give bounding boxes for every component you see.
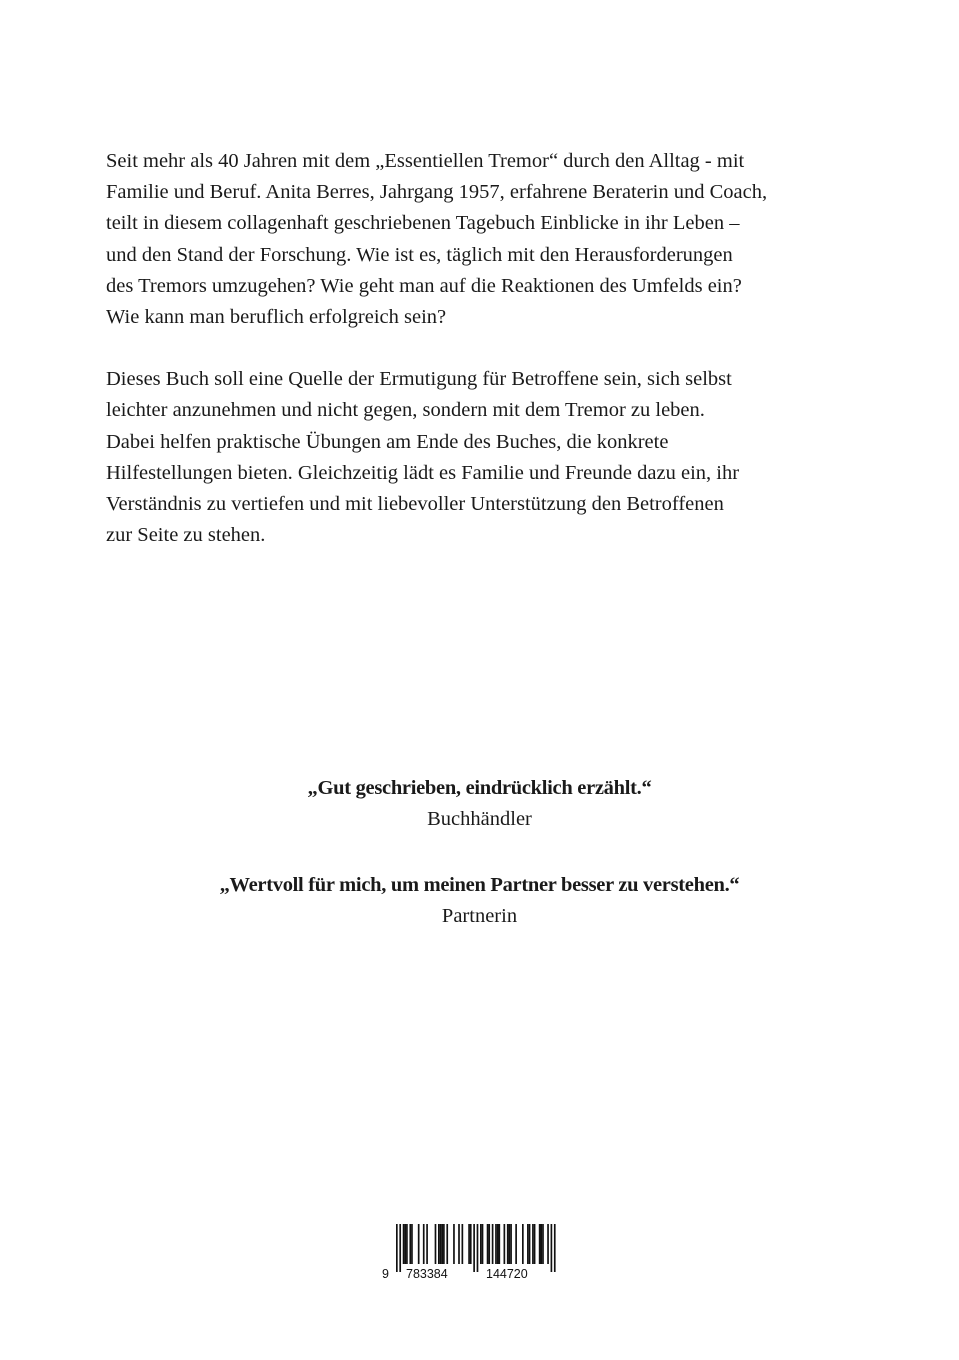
barcode-bar xyxy=(539,1224,541,1264)
testimonial-quote: „Wertvoll für mich, um meinen Partner besser zu verstehen.“ xyxy=(219,874,740,896)
barcode-bar xyxy=(547,1224,549,1264)
testimonial-source: Buchhändler xyxy=(427,808,532,830)
barcode-bar xyxy=(409,1224,411,1264)
text-line: Verständnis zu vertiefen und mit liebevoller Unterstützung den Betroffenen xyxy=(106,493,724,516)
barcode-bar xyxy=(498,1224,500,1264)
barcode-bar xyxy=(458,1224,460,1264)
barcode-bar xyxy=(522,1224,524,1264)
barcode-bar xyxy=(404,1224,406,1264)
isbn-barcode xyxy=(382,1222,562,1282)
barcode-digit-first: 9 xyxy=(382,1267,389,1281)
barcode-bar xyxy=(446,1224,448,1264)
text-line: zur Seite zu stehen. xyxy=(106,524,266,547)
barcode-bar xyxy=(492,1224,494,1264)
text-line: Hilfestellungen bieten. Gleichzeitig lädt es Familie und Freunde dazu ein, ihr xyxy=(106,461,740,484)
barcode-bar xyxy=(426,1224,428,1264)
barcode-bar xyxy=(441,1224,443,1264)
barcode-digits-right: 144720 xyxy=(486,1267,528,1281)
text-line: und den Stand der Forschung. Wie ist es, täglich mit den Herausforderungen xyxy=(106,243,733,266)
barcode-bar xyxy=(406,1224,408,1264)
barcode-bar xyxy=(510,1224,512,1264)
barcode-bar xyxy=(515,1224,517,1264)
testimonial-1 xyxy=(0,772,959,835)
text-line: leichter anzunehmen und nicht gegen, sondern mit dem Tremor zu leben. xyxy=(106,399,705,422)
barcode-bar xyxy=(488,1224,490,1264)
description-paragraph-2 xyxy=(106,364,846,551)
barcode-bar xyxy=(462,1224,464,1264)
text-line: des Tremors umzugehen? Wie geht man auf die Reaktionen des Umfelds ein? xyxy=(106,274,742,297)
barcode-guard-bar xyxy=(473,1224,475,1272)
barcode-bar xyxy=(509,1224,511,1264)
barcode-bar xyxy=(497,1224,499,1264)
barcode-guard-bar xyxy=(396,1224,398,1272)
testimonial-quote: „Gut geschrieben, eindrücklich erzählt.“ xyxy=(307,777,652,799)
barcode-bar xyxy=(435,1224,437,1264)
barcode-guard-bar xyxy=(477,1224,479,1272)
barcode-bar xyxy=(423,1224,425,1264)
barcode-bar xyxy=(440,1224,442,1264)
barcode-bar xyxy=(532,1224,534,1264)
barcode-bar xyxy=(403,1224,405,1264)
barcode-bar xyxy=(411,1224,413,1264)
testimonial-source: Partnerin xyxy=(441,905,518,927)
barcode-bar xyxy=(453,1224,455,1264)
testimonial-2 xyxy=(0,869,959,932)
barcode-bar xyxy=(507,1224,509,1264)
barcode-guard-bar xyxy=(551,1224,553,1272)
barcode-bar xyxy=(487,1224,489,1264)
text-line: Seit mehr als 40 Jahren mit dem „Essentiellen Tremor“ durch den Alltag - mit xyxy=(106,150,745,172)
description-paragraph-1 xyxy=(106,146,846,333)
barcode-graphic xyxy=(382,1222,562,1282)
barcode-bar xyxy=(468,1224,470,1264)
testimonials xyxy=(0,772,959,932)
barcode-bar xyxy=(542,1224,544,1264)
text-line: Wie kann man beruflich erfolgreich sein? xyxy=(106,306,447,329)
barcode-bar xyxy=(418,1224,420,1264)
barcode-bar xyxy=(495,1224,497,1264)
text-line: teilt in diesem collagenhaft geschriebenen Tagebuch Einblicke in ihr Leben – xyxy=(106,212,740,235)
barcode-digits-left: 783384 xyxy=(406,1267,448,1281)
barcode-bar xyxy=(529,1224,531,1264)
barcode-bar xyxy=(470,1224,472,1264)
text-line: Familie und Beruf. Anita Berres, Jahrgang 1957, erfahrene Beraterin und Coach, xyxy=(106,181,768,204)
barcode-bar xyxy=(527,1224,529,1264)
barcode-bar xyxy=(480,1224,482,1264)
barcode-bars xyxy=(396,1224,556,1272)
barcode-guard-bar xyxy=(554,1224,556,1272)
barcode-bar xyxy=(504,1224,506,1264)
barcode-guard-bar xyxy=(399,1224,401,1272)
barcode-bar xyxy=(438,1224,440,1264)
text-line: Dabei helfen praktische Übungen am Ende des Buches, die konkrete xyxy=(106,430,669,453)
barcode-bar xyxy=(482,1224,484,1264)
book-description xyxy=(106,146,846,551)
text-line: Dieses Buch soll eine Quelle der Ermutigung für Betroffene sein, sich selbst xyxy=(106,368,732,391)
barcode-bar xyxy=(534,1224,536,1264)
barcode-bar xyxy=(443,1224,445,1264)
barcode-bar xyxy=(540,1224,542,1264)
